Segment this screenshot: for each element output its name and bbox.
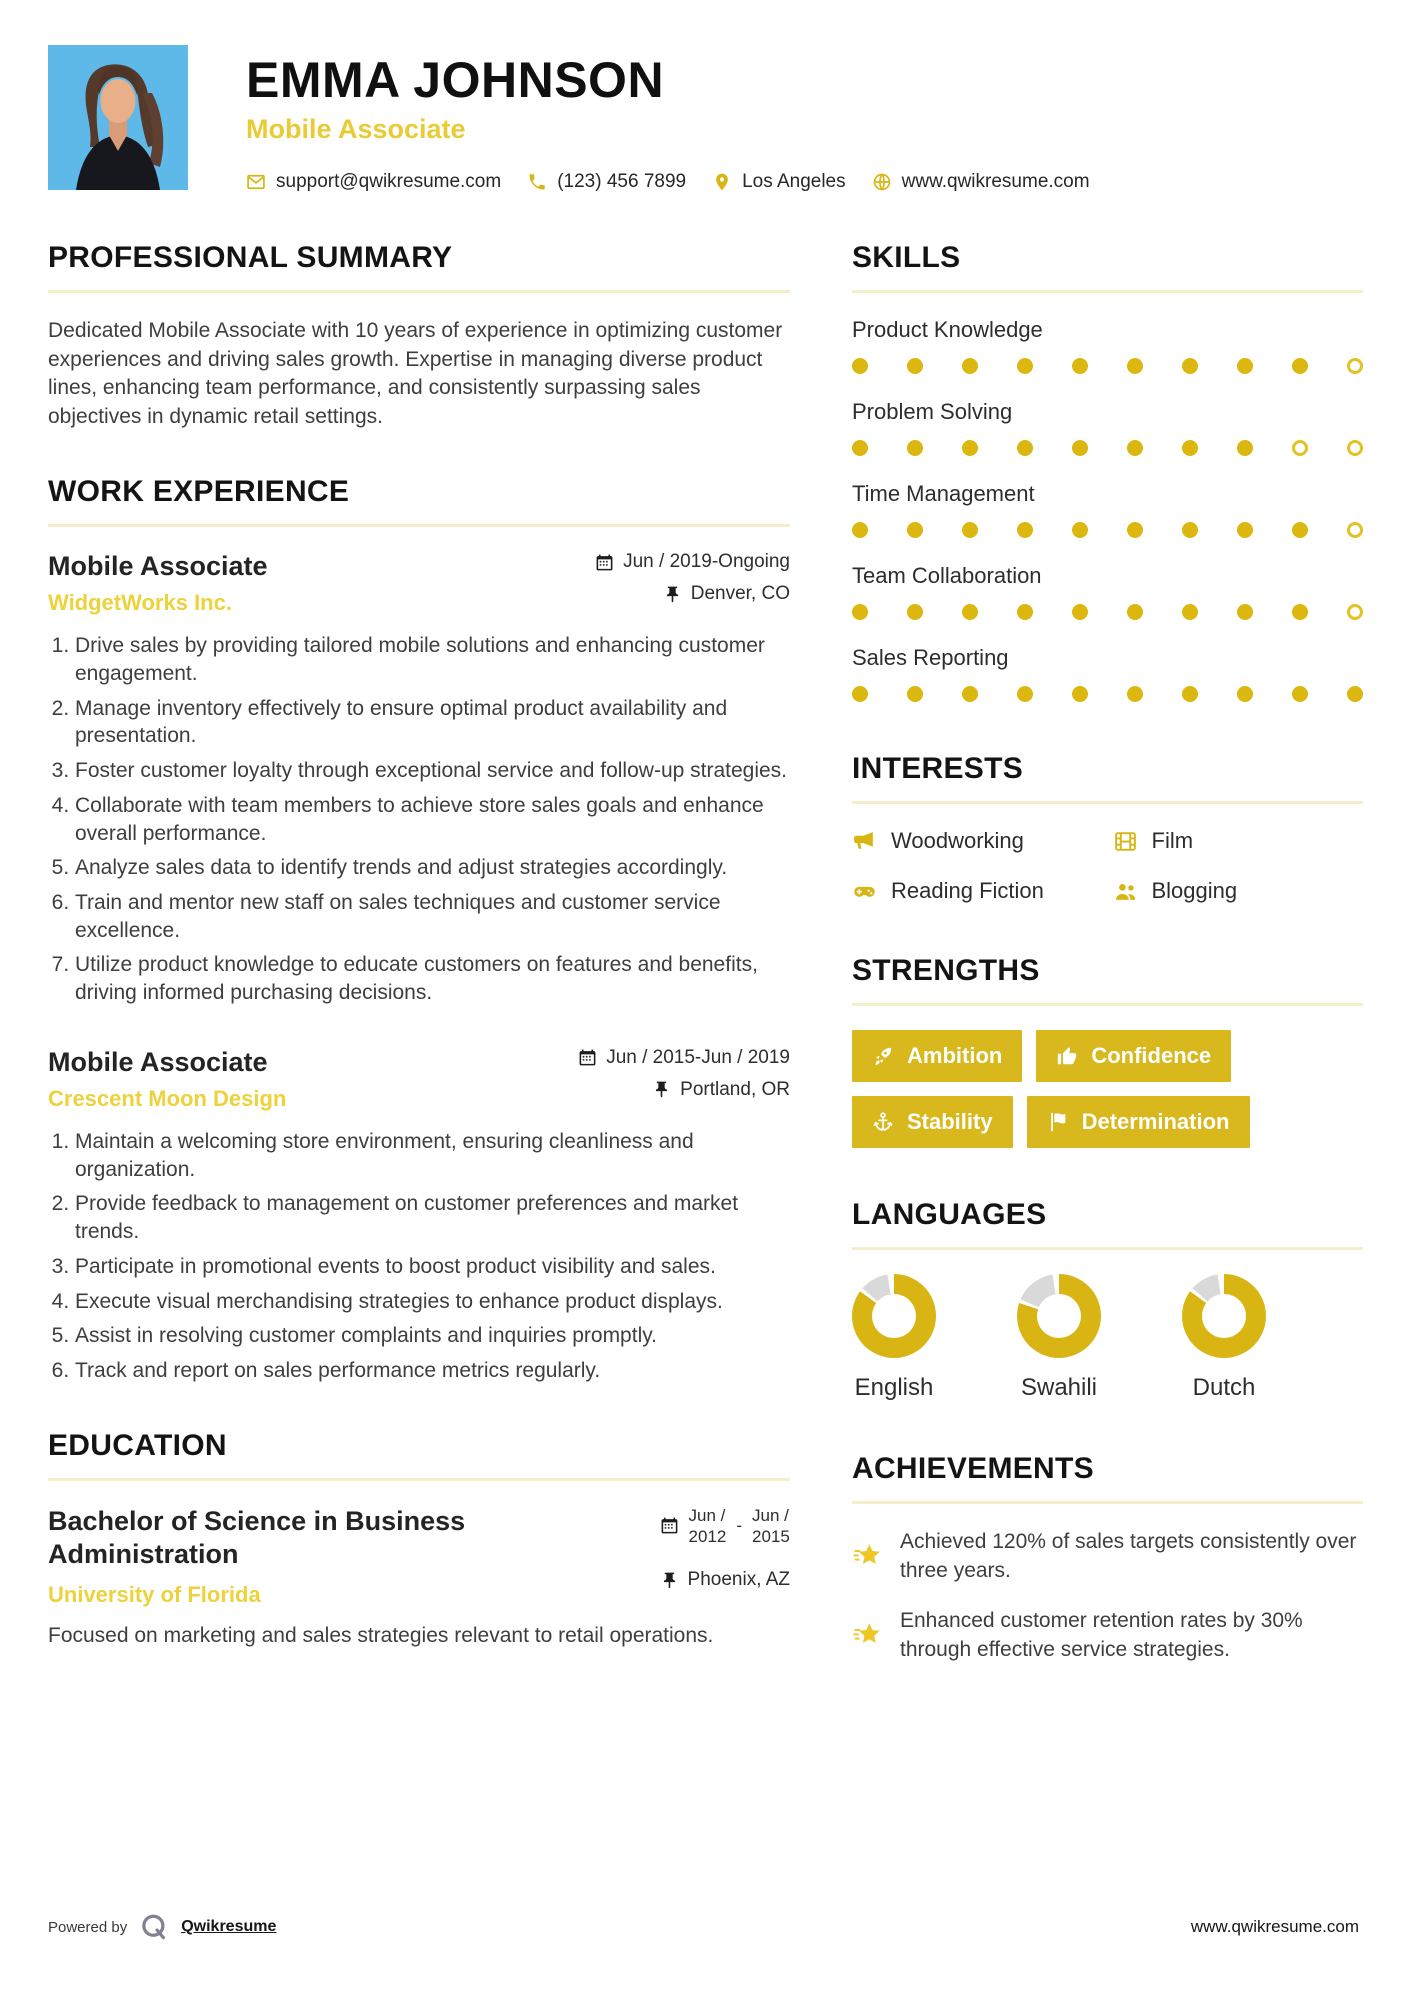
person-job-title: Mobile Associate [246, 114, 466, 144]
skill-dot [1072, 358, 1088, 374]
duty-item: 7. Utilize product knowledge to educate customers on features and benefits, driving informed purchasing decisions. [75, 951, 790, 1006]
duty-item: 5. Assist in resolving customer complaints and inquiries promptly. [75, 1322, 790, 1350]
thumbs-up-icon [1056, 1045, 1078, 1067]
achievement-text: Achieved 120% of sales targets consistently over three years. [900, 1530, 1357, 1582]
pin-icon [660, 1571, 679, 1590]
skill-dot [962, 604, 978, 620]
skill-dot [852, 358, 868, 374]
section-divider [852, 1247, 1363, 1250]
job-title: Mobile Associate [48, 551, 268, 582]
skill-row [852, 399, 1363, 456]
interests-section [852, 752, 1363, 904]
skill-dot [1017, 358, 1033, 374]
language-label: Dutch [1192, 1374, 1256, 1401]
job-location: Denver, CO [595, 583, 790, 605]
skill-dot [1072, 686, 1088, 702]
strengths-list [852, 1030, 1363, 1148]
content-columns [0, 241, 1407, 1686]
contact-globe[interactable] [872, 171, 1090, 193]
phone-icon [527, 172, 547, 192]
job-entry [48, 1047, 790, 1385]
footer-branding [48, 1912, 276, 1942]
interests-grid [852, 828, 1363, 904]
jobs-list [48, 551, 790, 1384]
skill-dots [852, 440, 1363, 456]
job-meta [595, 551, 790, 615]
skill-dot [1182, 522, 1198, 538]
skill-dot [1347, 604, 1363, 620]
contact-phone[interactable] [527, 171, 686, 193]
education-meta [660, 1505, 790, 1602]
language-label: English [854, 1374, 934, 1401]
language-item [1182, 1274, 1266, 1402]
education-date [660, 1505, 790, 1548]
education-date-separator: - [736, 1515, 743, 1535]
strength-badge [1027, 1096, 1250, 1148]
users-icon [1113, 879, 1138, 904]
skill-dot [1127, 686, 1143, 702]
skill-dot [1072, 440, 1088, 456]
skill-dot [1182, 440, 1198, 456]
mail-icon [246, 172, 266, 192]
skill-name: Problem Solving [852, 399, 1013, 424]
skill-dot [1127, 522, 1143, 538]
rocket-icon [872, 1045, 894, 1067]
skill-dots [852, 604, 1363, 620]
interest-item [852, 878, 1103, 904]
education-school: University of Florida [48, 1582, 261, 1608]
skill-dot [1182, 686, 1198, 702]
duty-item: 3. Foster customer loyalty through exceptional service and follow-up strategies. [75, 757, 790, 785]
skill-dot [1017, 522, 1033, 538]
skill-dot [1017, 604, 1033, 620]
skill-dot [852, 522, 868, 538]
skill-name: Team Collaboration [852, 563, 1042, 588]
work-heading: WORK EXPERIENCE [48, 475, 350, 509]
language-item [852, 1274, 936, 1402]
skill-dot [1347, 522, 1363, 538]
interest-label: Film [1151, 828, 1194, 853]
education-date-end: Jun / 2015 [752, 1505, 790, 1546]
language-label: Swahili [1020, 1374, 1098, 1401]
job-meta [578, 1047, 790, 1111]
skill-dot [1292, 686, 1308, 702]
contact-text: www.qwikresume.com [901, 171, 1090, 192]
languages-list [852, 1274, 1363, 1402]
education-section [48, 1429, 790, 1651]
strengths-heading: STRENGTHS [852, 954, 1040, 987]
skill-dot [1237, 686, 1253, 702]
section-divider [852, 1501, 1363, 1504]
language-donut-chart [1017, 1274, 1101, 1358]
strength-label: Confidence [1091, 1043, 1212, 1068]
skill-dot [1347, 440, 1363, 456]
interest-label: Blogging [1151, 878, 1238, 903]
skill-dots [852, 358, 1363, 374]
work-section [48, 475, 790, 1384]
skill-row [852, 645, 1363, 702]
skill-dot [1292, 604, 1308, 620]
person-name: EMMA JOHNSON [246, 52, 665, 108]
skill-dot [962, 522, 978, 538]
language-item [1017, 1274, 1101, 1402]
job-entry [48, 551, 790, 1007]
footer [48, 1912, 1359, 1942]
skill-dot [962, 686, 978, 702]
achievement-item [852, 1607, 1363, 1664]
education-location: Phoenix, AZ [660, 1569, 790, 1591]
job-company: WidgetWorks Inc. [48, 590, 232, 616]
language-donut-chart [852, 1274, 936, 1358]
education-degree: Bachelor of Science in Business Administration [48, 1505, 466, 1570]
skill-dot [1127, 358, 1143, 374]
skill-name: Time Management [852, 481, 1035, 506]
education-description: Focused on marketing and sales strategies relevant to retail operations. [48, 1624, 714, 1648]
section-divider [48, 290, 790, 293]
skills-list [852, 317, 1363, 702]
contact-mail[interactable] [246, 171, 501, 193]
skill-row [852, 481, 1363, 538]
calendar-icon [595, 553, 614, 572]
section-divider [852, 801, 1363, 804]
skill-dot [1182, 604, 1198, 620]
interest-label: Woodworking [891, 828, 1024, 853]
education-heading: EDUCATION [48, 1428, 227, 1462]
achievements-list [852, 1528, 1363, 1664]
job-duties [48, 632, 790, 1007]
skills-section [852, 241, 1363, 702]
pin-icon [663, 585, 682, 604]
flag-icon [1047, 1111, 1069, 1133]
skill-dot [907, 522, 923, 538]
summary-text: Dedicated Mobile Associate with 10 years of experience in optimizing customer experiences and driving sales growth. Expertise in managing diverse product lines, enhancing team performance, and consistently surpassing sales objectives in dynamic retail settings. [48, 319, 783, 428]
skill-dot [1237, 358, 1253, 374]
skill-dot [1237, 440, 1253, 456]
skill-dot [852, 686, 868, 702]
summary-section [48, 241, 790, 431]
header [0, 0, 1407, 193]
interest-item [1113, 828, 1364, 854]
skill-name: Sales Reporting [852, 645, 1009, 670]
calendar-icon [578, 1048, 597, 1067]
languages-section [852, 1198, 1363, 1402]
interest-item [1113, 878, 1364, 904]
skill-dot [852, 604, 868, 620]
contact-text: support@qwikresume.com [276, 171, 502, 192]
skill-dot [1127, 604, 1143, 620]
footer-website-link[interactable]: www.qwikresume.com [1190, 1917, 1359, 1936]
strength-badge [852, 1030, 1022, 1082]
contact-text: Los Angeles [742, 171, 846, 192]
section-divider [852, 290, 1363, 293]
skill-dot [1347, 686, 1363, 702]
skill-name: Product Knowledge [852, 317, 1043, 342]
duty-item: 4. Collaborate with team members to achieve store sales goals and enhance overall performance. [75, 792, 790, 847]
job-title: Mobile Associate [48, 1046, 268, 1077]
language-donut-chart [1182, 1274, 1266, 1358]
skill-row [852, 563, 1363, 620]
interest-label: Reading Fiction [891, 878, 1044, 903]
interest-item [852, 828, 1103, 854]
duty-item: 6. Track and report on sales performance metrics regularly. [75, 1357, 790, 1385]
job-location: Portland, OR [578, 1079, 790, 1101]
duty-item: 6. Train and mentor new staff on sales techniques and customer service excellence. [75, 889, 790, 944]
duty-item: 2. Provide feedback to management on customer preferences and market trends. [75, 1190, 790, 1245]
skill-dots [852, 686, 1363, 702]
calendar-icon [660, 1516, 679, 1535]
location-icon [712, 172, 732, 192]
skill-dot [1072, 604, 1088, 620]
strength-label: Ambition [907, 1043, 1003, 1068]
star-icon [852, 1608, 884, 1664]
education-entry [48, 1505, 790, 1609]
skill-dot [1237, 522, 1253, 538]
skill-dot [962, 358, 978, 374]
powered-by-label: Powered by [48, 1918, 128, 1936]
skills-heading: SKILLS [852, 241, 961, 274]
skill-dot [1017, 440, 1033, 456]
strength-badge [1036, 1030, 1231, 1082]
duty-item: 1. Maintain a welcoming store environment, ensuring cleanliness and organization. [75, 1128, 790, 1183]
achievements-heading: ACHIEVEMENTS [852, 1452, 1094, 1485]
skill-dot [1017, 686, 1033, 702]
skill-dot [852, 440, 868, 456]
profile-photo-illustration [48, 45, 188, 190]
strengths-section [852, 954, 1363, 1148]
pin-icon [652, 1080, 671, 1099]
achievements-section [852, 1452, 1363, 1664]
strength-label: Stability [907, 1109, 993, 1134]
skill-dot [1347, 358, 1363, 374]
star-icon [852, 1529, 884, 1585]
profile-photo [48, 45, 188, 190]
qwikresume-logo-icon [139, 1912, 169, 1942]
header-text [246, 45, 1090, 193]
duty-item: 2. Manage inventory effectively to ensure optimal product availability and presentation. [75, 695, 790, 750]
job-date: Jun / 2015-Jun / 2019 [578, 1047, 790, 1069]
contact-row [246, 171, 1090, 193]
section-divider [48, 524, 790, 527]
qwikresume-link[interactable]: Qwikresume [181, 1918, 277, 1935]
duty-item: 5. Analyze sales data to identify trends and adjust strategies accordingly. [75, 854, 790, 882]
job-company: Crescent Moon Design [48, 1085, 287, 1111]
skill-dot [1182, 358, 1198, 374]
achievement-item [852, 1528, 1363, 1585]
skill-dot [1237, 604, 1253, 620]
duty-item: 4. Execute visual merchandising strategies to enhance product displays. [75, 1288, 790, 1316]
contact-location[interactable] [712, 171, 846, 193]
job-date: Jun / 2019-Ongoing [595, 551, 790, 573]
anchor-icon [872, 1111, 894, 1133]
skill-dots [852, 522, 1363, 538]
skill-dot [907, 440, 923, 456]
education-date-start: Jun / 2012 [688, 1505, 727, 1546]
achievement-text: Enhanced customer retention rates by 30% through effective service strategies. [900, 1609, 1303, 1661]
skill-dot [962, 440, 978, 456]
skill-dot [1127, 440, 1143, 456]
job-duties [48, 1128, 790, 1385]
duty-item: 1. Drive sales by providing tailored mobile solutions and enhancing customer engagement. [75, 632, 790, 687]
right-column [852, 241, 1363, 1686]
strength-label: Determination [1081, 1109, 1230, 1134]
skill-dot [1292, 358, 1308, 374]
left-column [48, 241, 790, 1686]
interests-heading: INTERESTS [852, 752, 1024, 785]
skill-dot [1292, 440, 1308, 456]
section-divider [852, 1003, 1363, 1006]
skill-row [852, 317, 1363, 374]
section-divider [48, 1478, 790, 1481]
contact-text: (123) 456 7899 [557, 171, 687, 192]
skill-dot [1292, 522, 1308, 538]
skill-dot [907, 686, 923, 702]
skill-dot [907, 604, 923, 620]
gamepad-icon [852, 879, 877, 904]
strength-badge [852, 1096, 1013, 1148]
languages-heading: LANGUAGES [852, 1198, 1047, 1231]
megaphone-icon [852, 829, 877, 854]
skill-dot [907, 358, 923, 374]
skill-dot [1072, 522, 1088, 538]
summary-heading: PROFESSIONAL SUMMARY [48, 241, 453, 274]
duty-item: 3. Participate in promotional events to boost product visibility and sales. [75, 1253, 790, 1281]
globe-icon [872, 172, 892, 192]
film-icon [1113, 829, 1138, 854]
